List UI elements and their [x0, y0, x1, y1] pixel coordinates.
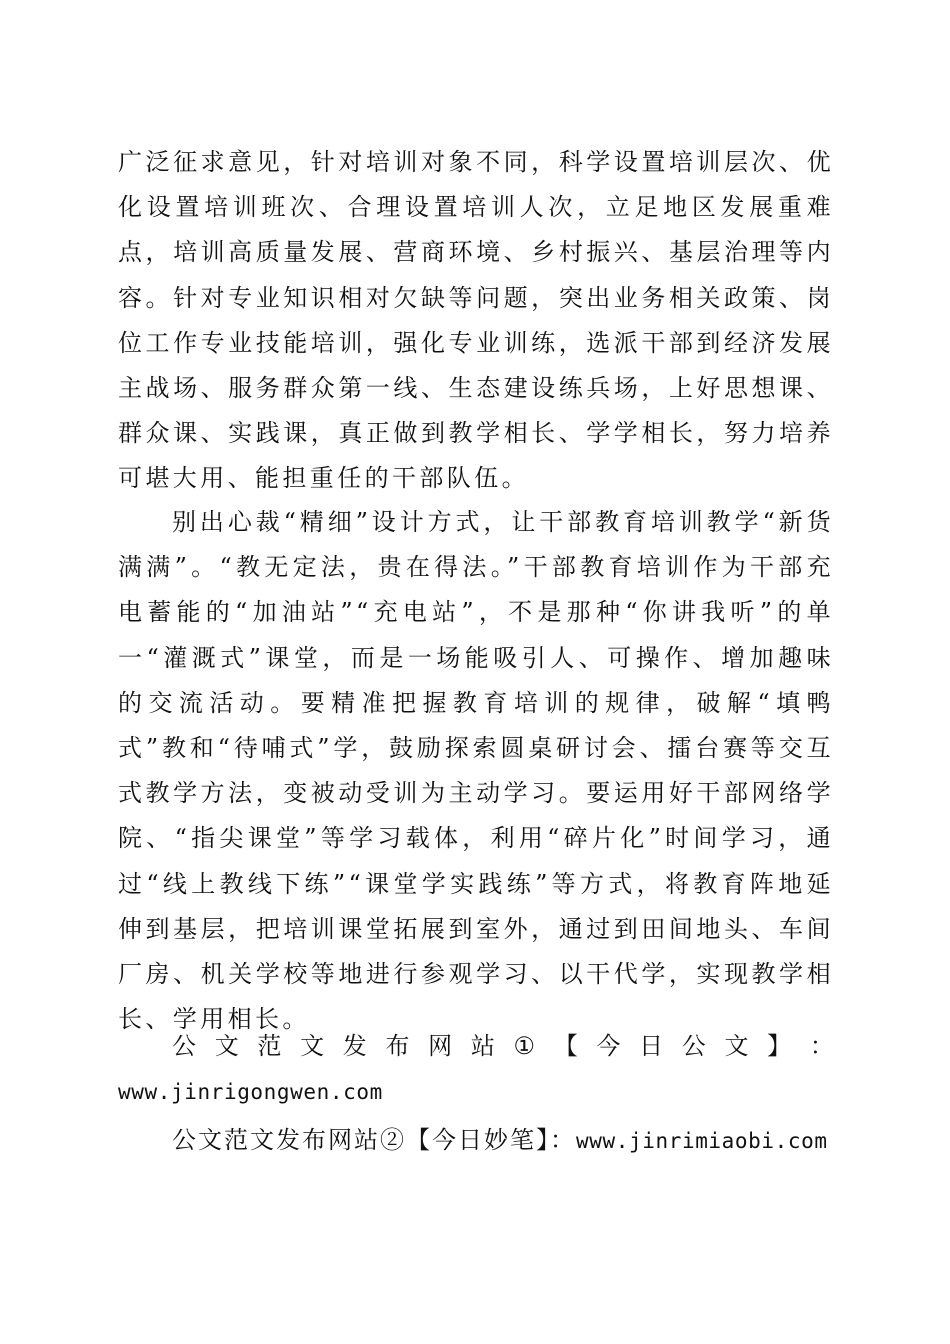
footer-site2: [118, 1118, 834, 1164]
footer-site1-char: 文: [724, 1032, 749, 1060]
footer-site1-char: 】: [767, 1032, 792, 1060]
footer-site1-char: 网: [428, 1032, 453, 1060]
footer-site1-char: 公: [681, 1032, 706, 1060]
footer-site1-char: 发: [342, 1032, 367, 1060]
footer-site1-char: 布: [385, 1032, 410, 1060]
footer-site2-label: 公文范文发布网站②【今日妙笔】：: [172, 1126, 576, 1154]
footer-site1-char: 文: [300, 1032, 325, 1060]
footer-site1-url[interactable]: www.jinrigongwen.com: [118, 1080, 383, 1104]
footer-site1-char: 范: [257, 1032, 282, 1060]
footer-site1-char: 公: [172, 1032, 196, 1060]
footer-site1-char: 站: [470, 1032, 495, 1060]
body-paragraph-2: 别出心裁“精细”设计方式，让干部教育培训教学“新货满满”。“教无定法，贵在得法。”干部教育培训作为干部充电蓄能的“加油站”“充电站”，不是那种“你讲我听”的单一“灌溉式”课堂，而是一场能吸引人、可操作、增加趣味的交流活动。要精准把握教育培训的规律，破解“填鸭式”教和“待哺式”学，鼓励探索圆桌研讨会、擂台赛等交互式教学方法，变被动受训为主动学习。要运用好干部网络学院、“指尖课堂”等学习载体，利用“碎片化”时间学习，通过“线上教线下练”“课堂学实践练”等方式，将教育阵地延伸到基层，把培训课堂拓展到室外，通过到田间地头、车间厂房、机关学校等地进行参观学习、以干代学，实现教学相长、学用相长。: [118, 508, 834, 1034]
footer-site1-char: 【: [553, 1032, 578, 1060]
footer-site1-char: 文: [214, 1032, 239, 1060]
body-paragraph-1: 广泛征求意见，针对培训对象不同，科学设置培训层次、优化设置培训班次、合理设置培训人次，立足地区发展重难点，培训高质量发展、营商环境、乡村振兴、基层治理等内容。针对专业知识相对欠缺等问题，突出业务相关政策、岗位工作专业技能培训，强化专业训练，选派干部到经济发展主战场、服务群众第一线、生态建设练兵场，上好思想课、群众课、实践课，真正做到教学相长、学学相长，努力培养可堪大用、能担重任的干部队伍。: [118, 148, 834, 493]
footer-site1-char: 今: [596, 1032, 621, 1060]
footer-site1-char: ①: [513, 1032, 536, 1060]
footer-site1-label: [118, 1024, 834, 1069]
footer-site2-url[interactable]: www.jinrimiaobi.com: [576, 1129, 828, 1153]
footer-site1-char: ：: [809, 1032, 834, 1060]
footer-site1-char: 日: [639, 1032, 664, 1060]
